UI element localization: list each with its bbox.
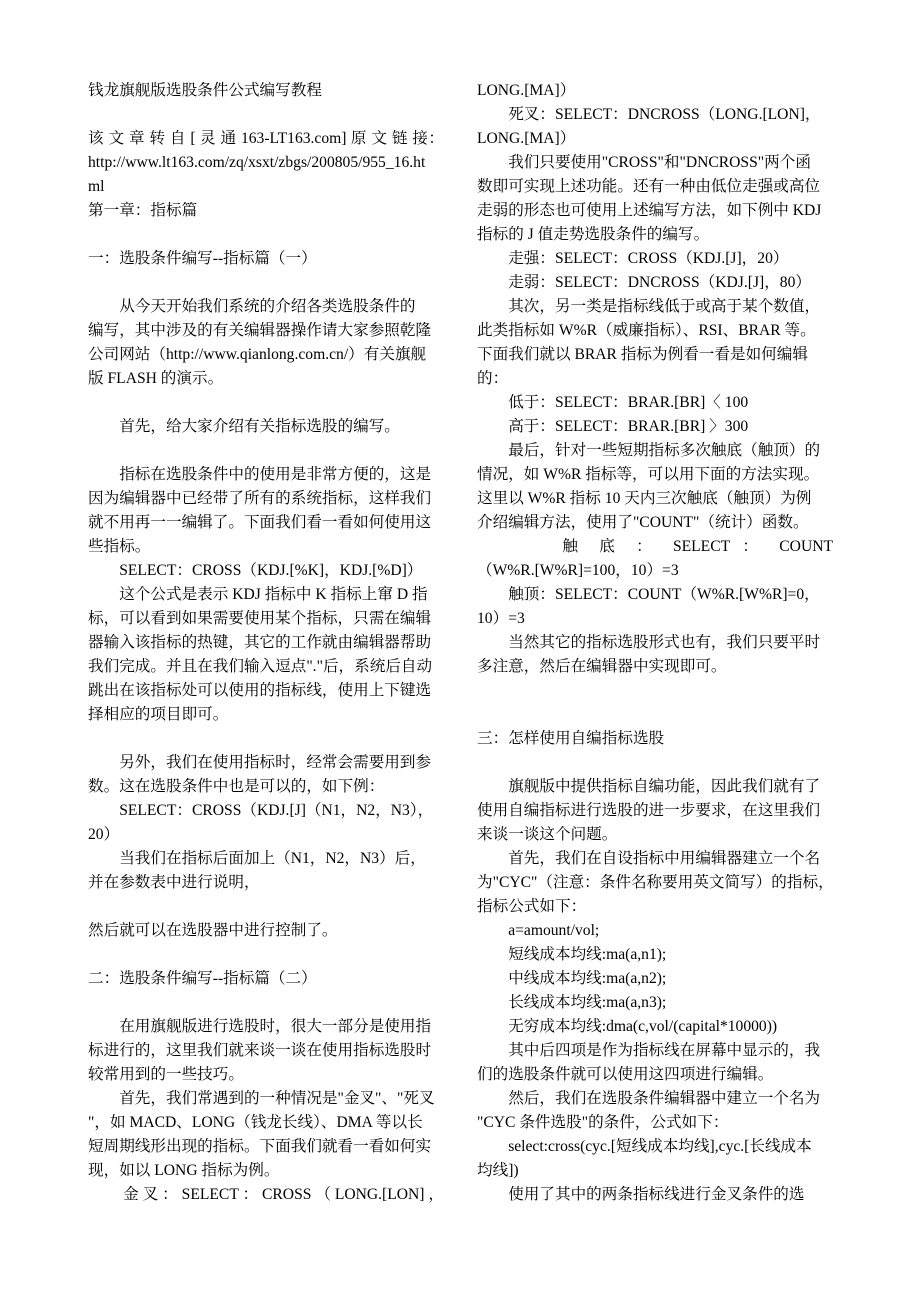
text-line: select:cross(cyc.[短线成本均线],cyc.[长线成本 — [477, 1138, 812, 1155]
text-line: 标进行的，这里我们就来谈一谈在使用指标选股时 — [88, 1042, 432, 1059]
text-line: 中线成本均线:ma(a,n2); — [477, 970, 667, 987]
text-line: http://www.lt163.com/zq/xsxt/zbgs/200805/955_16.ht — [88, 154, 426, 171]
text-line: 三：怎样使用自编指标选股 — [477, 730, 665, 747]
text-line: 使用自编指标进行选股的进一步要求，在这里我们 — [477, 802, 821, 819]
text-line: 数即可实现上述功能。还有一种由低位走强或高位 — [477, 178, 821, 195]
document-title: 钱龙旗舰版选股条件公式编写教程 — [88, 82, 322, 99]
text-line: 当然其它的指标选股形式也有，我们只要平时 — [477, 634, 821, 651]
text-line: 最后，针对一些短期指标多次触底（触顶）的 — [477, 442, 821, 459]
text-line: 走弱的形态也可使用上述编写方法，如下例中 KDJ — [477, 202, 822, 219]
text-line: 低于：SELECT：BRAR.[BR]〈 100 — [477, 394, 749, 411]
text-line: 这里以 W%R 指标 10 天内三次触底（触顶）为例 — [477, 490, 812, 507]
text-line: 高于：SELECT：BRAR.[BR] 〉300 — [477, 418, 749, 435]
text-line: 介绍编辑方法，使用了"COUNT"（统计）函数。 — [477, 514, 809, 531]
text-line: 们的选股条件就可以使用这四项进行编辑。 — [477, 1066, 774, 1083]
blank-line — [88, 727, 444, 751]
text-line: 二：选股条件编写--指标篇（二） — [88, 970, 317, 987]
text-line: 因为编辑器中已经带了所有的系统指标，这样我们 — [88, 490, 432, 507]
blank-line — [88, 943, 444, 967]
text-line: 20） — [88, 826, 120, 843]
right-text-column — [477, 79, 833, 1207]
text-line: 版 FLASH 的演示。 — [88, 370, 224, 387]
text-line: 情况，如 W%R 指标等，可以用下面的方法实现。 — [477, 466, 820, 483]
text-line: 当我们在指标后面加上（N1，N2，N3）后， — [88, 850, 426, 867]
blank-line — [477, 679, 833, 703]
text-line: 走弱：SELECT：DNCROSS（KDJ.[J]，80） — [477, 274, 811, 291]
text-line: 触顶：SELECT：COUNT（W%R.[W%R]=0， — [477, 586, 820, 603]
blank-line — [88, 991, 444, 1015]
text-line: 现，如以 LONG 指标为例。 — [88, 1162, 280, 1179]
text-line: 第一章：指标篇 — [88, 202, 198, 219]
blank-line — [477, 751, 833, 775]
blank-line — [88, 103, 444, 127]
blank-line — [88, 223, 444, 247]
text-line: 旗舰版中提供指标自编功能，因此我们就有了 — [477, 778, 821, 795]
text-line: a=amount/vol; — [477, 922, 600, 939]
text-line: 在用旗舰版进行选股时，很大一部分是使用指 — [88, 1018, 432, 1035]
text-line: 另外，我们在使用指标时，经常会需要用到参 — [88, 754, 432, 771]
text-line: 无穷成本均线:dma(c,vol/(capital*10000)) — [477, 1018, 778, 1035]
text-line: 然后，我们在选股条件编辑器中建立一个名为 — [477, 1090, 821, 1107]
text-line: （W%R.[W%R]=100，10）=3 — [477, 562, 679, 579]
text-line: 短周期线形出现的指标。下面我们就看一看如何实 — [88, 1138, 432, 1155]
text-line: 较常用到的一些技巧。 — [88, 1066, 244, 1083]
text-line: "CYC 条件选股"的条件，公式如下： — [477, 1114, 729, 1131]
text-line: 一：选股条件编写--指标篇（一） — [88, 250, 317, 267]
text-line: 这个公式是表示 KDJ 指标中 K 指标上窜 D 指 — [88, 586, 428, 603]
text-line: 首先，我们在自设指标中用编辑器建立一个名 — [477, 850, 821, 867]
text-line: LONG.[MA]） — [477, 82, 576, 99]
text-line: 为"CYC"（注意：条件名称要用英文简写）的指标， — [477, 874, 834, 891]
blank-line — [477, 703, 833, 727]
blank-line — [88, 439, 444, 463]
text-line: 指标公式如下： — [477, 898, 587, 915]
text-line: 器输入该指标的热键，其它的工作就由编辑器帮助 — [88, 634, 432, 651]
text-line: 数。这在选股条件中也是可以的，如下例： — [88, 778, 385, 795]
text-line: 首先，给大家介绍有关指标选股的编写。 — [88, 418, 400, 435]
blank-line — [88, 895, 444, 919]
text-line: SELECT：CROSS（KDJ.[J]（N1，N2，N3）， — [88, 802, 434, 819]
text-line: 公司网站（http://www.qianlong.com.cn/）有关旗舰 — [88, 346, 427, 363]
blank-line — [88, 391, 444, 415]
text-line: 触 底 ： SELECT ： COUNT — [477, 538, 833, 555]
text-line: 从今天开始我们系统的介绍各类选股条件的 — [88, 298, 416, 315]
text-line: 标，可以看到如果需要使用某个指标，只需在编辑 — [88, 610, 432, 627]
text-line: 10）=3 — [477, 610, 525, 627]
text-line: 长线成本均线:ma(a,n3); — [477, 994, 667, 1011]
text-line: 此类指标如 W%R（威廉指标）、RSI、BRAR 等。 — [477, 322, 816, 339]
text-line: "，如 MACD、LONG（钱龙长线）、DMA 等以长 — [88, 1114, 423, 1131]
text-line: 首先，我们常遇到的一种情况是"金叉"、"死叉 — [88, 1090, 435, 1107]
text-line: 该 文 章 转 自 [ 灵 通 163-LT163.com] 原 文 链 接： — [88, 130, 444, 147]
text-line: 些指标。 — [88, 538, 151, 555]
text-line: 其中后四项是作为指标线在屏幕中显示的，我 — [477, 1042, 821, 1059]
text-line: 金 叉 ： SELECT ： CROSS （ LONG.[LON] ， — [88, 1186, 444, 1203]
left-text-column — [88, 79, 444, 1207]
text-line: 我们只要使用"CROSS"和"DNCROSS"两个函 — [477, 154, 811, 171]
text-line: LONG.[MA]） — [477, 130, 576, 147]
text-line: 指标在选股条件中的使用是非常方便的，这是 — [88, 466, 432, 483]
text-line: 来谈一谈这个问题。 — [477, 826, 618, 843]
text-line: 的： — [477, 370, 509, 387]
text-line: 使用了其中的两条指标线进行金叉条件的选 — [477, 1186, 805, 1203]
text-line: 指标的 J 值走势选股条件的编写。 — [477, 226, 710, 243]
blank-line — [88, 271, 444, 295]
text-line: 走强：SELECT：CROSS（KDJ.[J]，20） — [477, 250, 789, 267]
text-line: 然后就可以在选股器中进行控制了。 — [88, 922, 338, 939]
text-line: 我们完成。并且在我们输入逗点"."后，系统后自动 — [88, 658, 433, 675]
text-line: 跳出在该指标处可以使用的指标线，使用上下键选 — [88, 682, 432, 699]
text-line: ml — [88, 178, 105, 195]
text-line: 下面我们就以 BRAR 指标为例看一看是如何编辑 — [477, 346, 808, 363]
text-line: 其次，另一类是指标线低于或高于某个数值， — [477, 298, 821, 315]
text-line: 并在参数表中进行说明， — [88, 874, 260, 891]
text-line: 均线]) — [477, 1162, 519, 1179]
text-line: 择相应的项目即可。 — [88, 706, 229, 723]
text-line: 死叉：SELECT：DNCROSS（LONG.[LON]， — [477, 106, 821, 123]
text-line: 多注意，然后在编辑器中实现即可。 — [477, 658, 727, 675]
text-line: 编写，其中涉及的有关编辑器操作请大家参照乾隆 — [88, 322, 432, 339]
text-line: 就不用再一一编辑了。下面我们看一看如何使用这 — [88, 514, 432, 531]
text-line: SELECT：CROSS（KDJ.[%K]，KDJ.[%D]） — [88, 562, 423, 579]
text-line: 短线成本均线:ma(a,n1); — [477, 946, 667, 963]
